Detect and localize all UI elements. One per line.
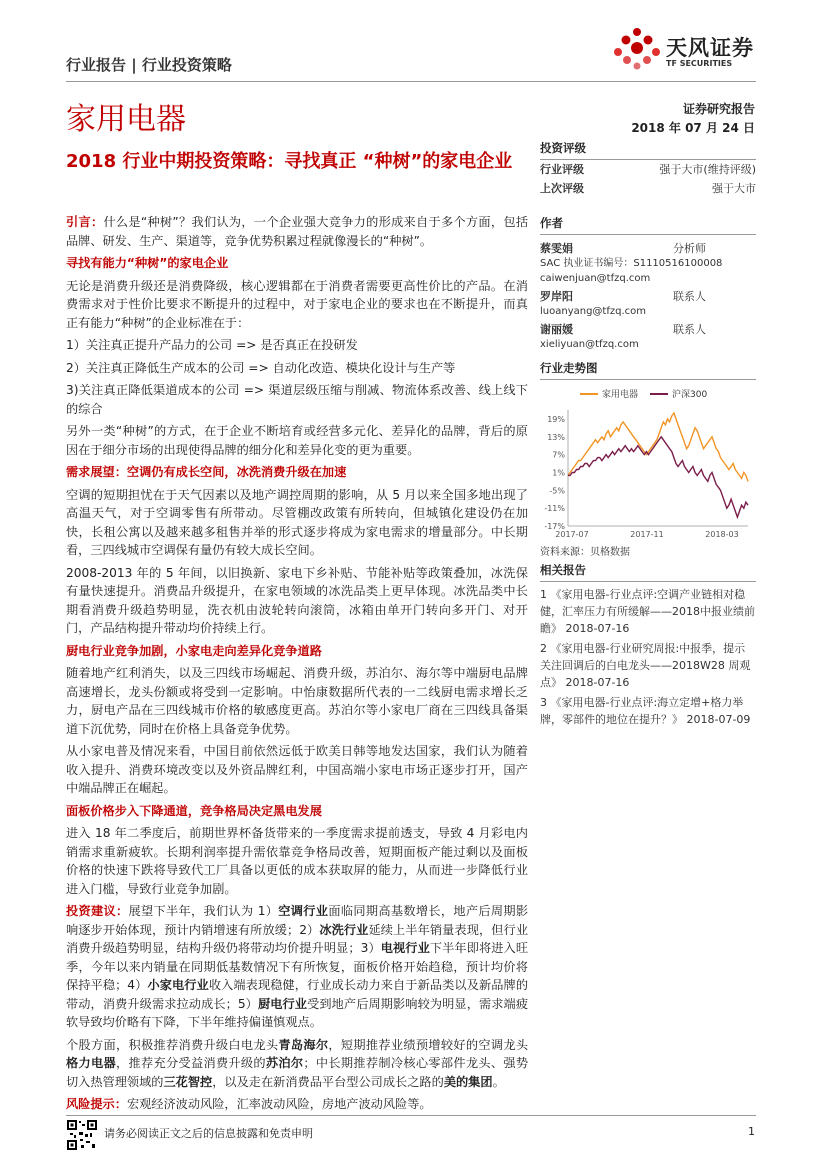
y-tick-label: 1% bbox=[552, 468, 565, 478]
section-heading: 寻找有能力“种树”的家电企业 bbox=[66, 256, 229, 270]
y-tick-label: 19% bbox=[547, 414, 565, 424]
section-heading: 厨电行业竞争加剧，小家电走向差异化竞争道路 bbox=[66, 643, 322, 658]
y-tick-label: -11% bbox=[544, 504, 565, 514]
list-item: 1）关注真正提升产品力的公司 => 是否真正在投研发 bbox=[66, 338, 358, 352]
trend-box bbox=[540, 360, 756, 558]
company-name: 天风证券 bbox=[666, 36, 754, 60]
author-email: xieliyuan@tfzq.com bbox=[540, 339, 639, 350]
investment-advice: 投资建议：展望下半年，我们认为 1）空调行业面临同期高基数增长，地产后周期影响逐步开始体现，预计内销增速有所放缓；2）冰洗行业延续上半年销量表现，但行业消费升级趋势明显，结构升级仍将带动均价提升明显；3）电视行业下半年即将进入旺季，今年以来内销量在同期低基数情况下有所恢复，面板价格开始趋稳，预计均价将保持平稳；4）小家电行业收入端表现稳健，行业成长动力来自于新品类以及新品牌的带动，消费升级需求拉动成长；5）厨电行业受到地产后周期影响较为明显，需求端疲软导致均价略有下降，下半年维持偏谨慎观点。 bbox=[66, 904, 529, 1029]
intro-paragraph: 引言：什么是“种树”？我们认为，一个企业强大竞争力的形成来自于多个方面，包括品牌、研发、生产、渠道等，竞争优势积累过程就像漫长的“种树”。 bbox=[66, 215, 529, 248]
list-item: 3)关注真正降低渠道成本的公司 => 渠道层级压缩与削减、物流体系改善、线上线下的综合 bbox=[66, 383, 528, 416]
trend-header: 行业走势图 bbox=[540, 360, 756, 380]
stock-picks: 个股方面，积极推荐消费升级白电龙头青岛海尔，短期推荐业绩预增较好的空调龙头格力电器，推荐充分受益消费升级的苏泊尔；中长期推荐制冷核心零部件龙头、强势切入热管理领域的三花智控，以及走在新消费品平台型公司成长之路的美的集团。 bbox=[66, 1037, 529, 1089]
authors-box bbox=[540, 215, 756, 352]
x-tick-label: 2017-07 bbox=[555, 530, 589, 539]
main-body bbox=[66, 213, 528, 1118]
authors-header: 作者 bbox=[540, 215, 756, 235]
qr-code-icon bbox=[66, 1119, 98, 1151]
series-line bbox=[568, 437, 748, 517]
author-name-row: 罗岸阳 联系人 bbox=[540, 290, 706, 303]
legend-label: 沪深300 bbox=[672, 390, 708, 400]
report-category: 行业报告 | 行业投资策略 bbox=[66, 56, 232, 74]
rating-row: 行业评级 强于大市(维持评级) bbox=[540, 163, 756, 176]
list-item: 2）关注真正降低生产成本的公司 => 自动化改造、模块化设计与生产等 bbox=[66, 360, 456, 375]
related-report: 1 《家用电器-行业点评:空调产业链相对稳健，汇率压力有所缓解——2018中报业绩前瞻》 2018-07-16 bbox=[540, 588, 755, 635]
author-name-row: 谢丽媛 联系人 bbox=[540, 323, 706, 336]
footer-divider bbox=[66, 1115, 756, 1116]
industry-name: 家用电器 bbox=[66, 102, 186, 137]
disclaimer-note: 请务必阅读正文之后的信息披露和免责申明 bbox=[104, 1127, 313, 1140]
header-divider bbox=[66, 81, 756, 82]
y-tick-label: -17% bbox=[544, 522, 565, 531]
related-box bbox=[540, 562, 756, 731]
y-tick-label: 7% bbox=[552, 450, 565, 460]
paragraph: 另外一类“种树”的方式，在于企业不断培育或经营多元化、差异化的品牌，背后的原因在于细分市场的出现使得品牌的细分化和差异化变的更为重要。 bbox=[66, 424, 528, 457]
paragraph: 进入 18 年二季度后，前期世界杯备货带来的一季度需求提前透支，导致 4 月彩电内销需求重新疲软。长期利润率提升需依靠竞争格局改善，短期面板产能过剩以及面板价格的快速下跌将导致代工厂具备以更低的成本获取屏的能力，从而进一步降低行业进入门槛，导致行业竞争加剧。 bbox=[66, 826, 528, 896]
y-tick-label: 13% bbox=[547, 432, 565, 442]
rating-row: 上次评级 强于大市 bbox=[540, 182, 756, 195]
report-type: 证券研究报告 bbox=[682, 102, 755, 116]
author-email: caiwenjuan@tfzq.com bbox=[540, 273, 651, 284]
section-heading: 面板价格步入下降通道，竞争格局决定黑电发展 bbox=[66, 803, 322, 818]
paragraph: 2008-2013 年的 5 年间，以旧换新、家电下乡补贴、节能补贴等政策叠加，冰洗保有量快速提升。消费品升级提升，在家电领域的冰洗品类上更早体现。冰洗品类中长期看消费升级趋势明显，洗衣机由波轮转向滚筒，冰箱由单开门转向多开门、对开门，产品结构提升带动均价持续上行。 bbox=[66, 565, 528, 635]
rating-box bbox=[540, 140, 756, 198]
x-tick-label: 2018-03 bbox=[705, 530, 739, 539]
author-email: luoanyang@tfzq.com bbox=[540, 306, 647, 317]
paragraph: 空调的短期担忧在于天气因素以及地产调控周期的影响，从 5 月以来全国多地出现了高温天气，对于空调零售有所带动。尽管棚改政策有所转向，但城镇化建设仍在加快，长租公寓以及越来越多租售并举的形式逐步将成为家电需求的增量部分。中长期看，三四线城市空调保有量仍有较大成长空间。 bbox=[66, 487, 528, 557]
report-date: 2018 年 07 月 24 日 bbox=[631, 121, 755, 135]
tf-logo-icon bbox=[612, 26, 662, 72]
section-heading: 需求展望：空调仍有成长空间，冰洗消费升级在加速 bbox=[66, 465, 347, 479]
rating-header: 投资评级 bbox=[540, 140, 756, 160]
author-detail: SAC 执业证书编号：S1110516100008 bbox=[540, 258, 723, 269]
chart-source: 资料来源：贝格数据 bbox=[540, 547, 630, 558]
company-name-en: TF SECURITIES bbox=[666, 59, 733, 68]
risk-warning: 风险提示：宏观经济波动风险，汇率波动风险，房地产波动风险等。 bbox=[66, 1097, 432, 1111]
paragraph: 无论是消费升级还是消费降级，核心逻辑都在于消费者需要更高性价比的产品。在消费需求对于性价比要求不断提升的过程中，对于家电企业的要求也在不断提升，而真正有能力“种树”的企业标准在于： bbox=[66, 278, 528, 330]
paragraph: 随着地产红利消失，以及三四线市场崛起、消费升级，苏泊尔、海尔等中端厨电品牌高速增长，龙头份额或将受到一定影响。中怡康数据所代表的一二线厨电需求增长乏力，厨电产品在三四线城市价格的敏感度更高。苏泊尔等小家电厂商在三四线具备渠道下沉优势，同时在价格上具备竞争优势。 bbox=[66, 666, 528, 736]
related-report: 3 《家用电器-行业点评:海立定增+格力举牌，零部件的地位在提升？》 2018-07-09 bbox=[540, 696, 751, 726]
series-line bbox=[568, 413, 748, 481]
x-tick-label: 2017-11 bbox=[630, 530, 664, 539]
author-name-row: 蔡雯娟 分析师 bbox=[540, 242, 706, 255]
report-title: 2018 行业中期投资策略：寻找真正 “种树”的家电企业 bbox=[66, 151, 513, 172]
related-report: 2 《家用电器-行业研究周报:中报季，提示关注回调后的白电龙头——2018W28 周观点》 2018-07-16 bbox=[540, 642, 751, 689]
industry-trend-chart bbox=[540, 380, 756, 540]
page-number: 1 bbox=[748, 1125, 755, 1138]
related-header: 相关报告 bbox=[540, 562, 756, 582]
y-tick-label: -5% bbox=[549, 486, 565, 496]
paragraph: 从小家电普及情况来看，中国目前依然远低于欧美日韩等地发达国家，我们认为随着收入提升、消费环境改变以及外资品牌红利，中国高端小家电市场正逐步打开，国产中端品牌正在崛起。 bbox=[66, 744, 528, 795]
legend-label: 家用电器 bbox=[602, 390, 639, 400]
